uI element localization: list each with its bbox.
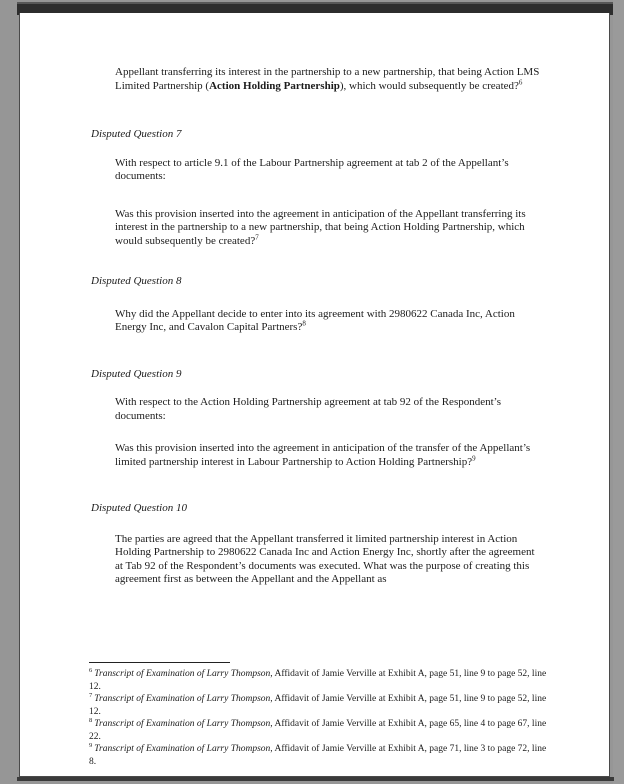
scan-edge-bottom	[17, 777, 614, 781]
footnote-9-citation: , Affidavit of Jamie Verville at Exhibit A, page 71, line 3 to page 72, line 8.	[89, 744, 547, 767]
section-heading-dq10: Disputed Question 10	[91, 502, 187, 514]
dq8-paragraph-1-text: Why did the Appellant decide to enter into its agreement with 2980622 Canada Inc, Action Energy Inc, and Cavalon Capital Partners?	[115, 307, 515, 333]
footnote-6	[89, 668, 553, 693]
dq7-paragraph-1: With respect to article 9.1 of the Labour Partnership agreement at tab 2 of the Appellant’s documents:	[115, 156, 509, 182]
footnote-7-number: 7	[89, 691, 93, 699]
scan-margin-right	[613, 0, 624, 784]
footnote-6-number: 6	[89, 666, 93, 674]
dq7-paragraph-2	[115, 208, 545, 249]
dq9-paragraph-2	[115, 442, 545, 469]
footnote-9-number: 9	[89, 741, 93, 749]
footnote-7-citation: , Affidavit of Jamie Verville at Exhibit A, page 51, line 9 to page 52, line 12.	[89, 694, 547, 717]
footnote-6-case-name: Transcript of Examination of Larry Thompson	[94, 669, 271, 679]
dq7-paragraph-2-text: Was this provision inserted into the agreement in anticipation of the Appellant transferring its interest in the partnership to a new partnership, that being Action Holding Partnership, which would subsequently be created?	[115, 207, 526, 247]
dq9-paragraph-1: With respect to the Action Holding Partnership agreement at tab 92 of the Respondent’s documents:	[115, 396, 501, 422]
page-body	[91, 66, 546, 587]
footnotes-block	[89, 662, 553, 768]
footnote-separator	[89, 662, 230, 663]
footnote-9-case-name: Transcript of Examination of Larry Thompson	[94, 744, 271, 754]
footnote-8	[89, 718, 553, 743]
footnote-7	[89, 693, 553, 718]
intro-text-post: ), which would subsequently be created?	[339, 79, 519, 92]
footnote-8-case-name: Transcript of Examination of Larry Thompson	[94, 719, 271, 729]
footnote-8-citation: , Affidavit of Jamie Verville at Exhibit A, page 65, line 4 to page 67, line 22.	[89, 719, 547, 742]
document-page	[19, 13, 610, 777]
footnote-ref-9: 9	[472, 453, 476, 462]
section-heading-dq8: Disputed Question 8	[91, 275, 182, 287]
footnote-6-citation: , Affidavit of Jamie Verville at Exhibit A, page 51, line 9 to page 52, line 12.	[89, 669, 547, 692]
footnote-9	[89, 743, 553, 768]
intro-paragraph	[115, 66, 545, 93]
footnote-ref-8: 8	[302, 319, 306, 328]
intro-text-pre: Appellant transferring its interest in the partnership to a new partnership, that being Action LMS Limited Partnership (	[115, 66, 540, 92]
defined-term-bold: Action Holding Partnership	[209, 79, 340, 92]
section-heading-dq7: Disputed Question 7	[91, 128, 182, 140]
footnote-ref-6: 6	[518, 77, 523, 86]
dq10-paragraph-1: The parties are agreed that the Appellant transferred it limited partnership interest in Action Holding Partnership to 2980622 Canada Inc and Action Energy Inc, shortly after the agreement at Tab 92 of the Respondent’s documents was executed. What was the purpose of creating this agreement first as between the Appellant and the Appellant as	[115, 532, 535, 585]
footnote-8-number: 8	[89, 716, 93, 724]
footnote-7-case-name: Transcript of Examination of Larry Thompson	[94, 694, 271, 704]
footnote-ref-7: 7	[255, 232, 259, 241]
dq9-paragraph-2-text: Was this provision inserted into the agreement in anticipation of the transfer of the Appellant’s limited partnership interest in Labour Partnership to Action Holding Partnership?	[115, 442, 531, 468]
section-heading-dq9: Disputed Question 9	[91, 367, 182, 380]
dq8-paragraph-1	[115, 308, 545, 335]
